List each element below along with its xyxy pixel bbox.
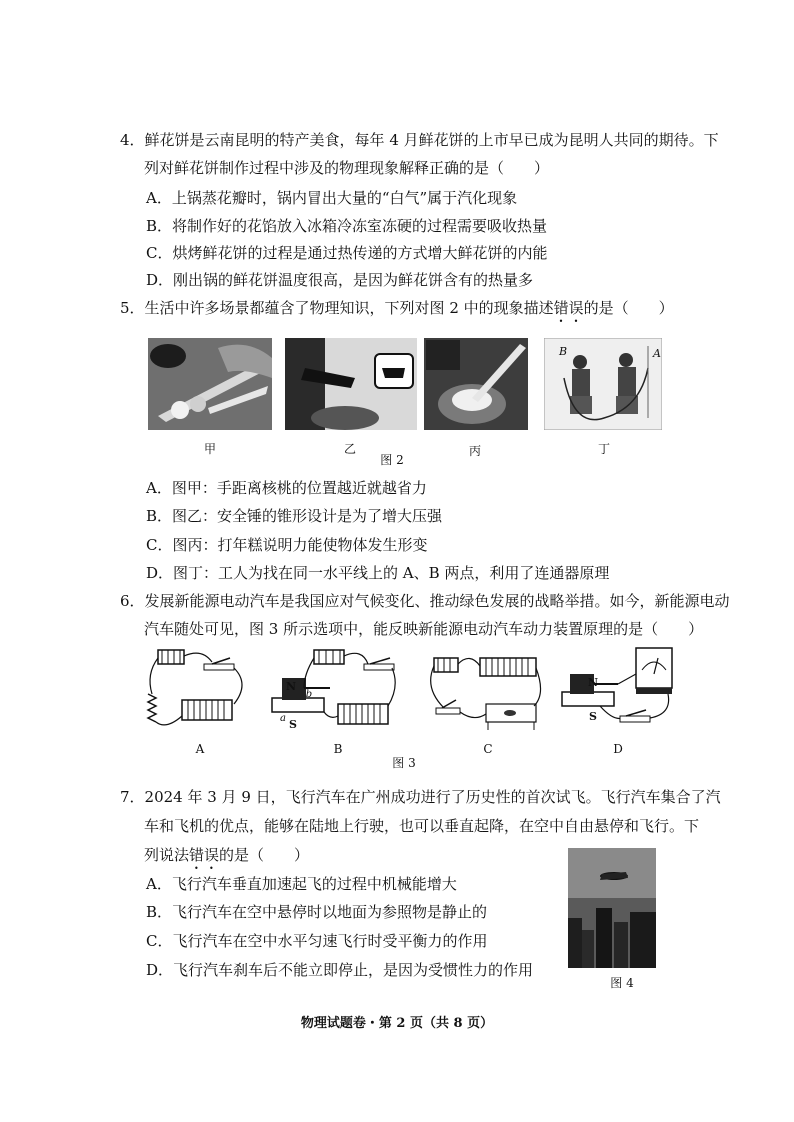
q7-option-b: B．飞行汽车在空中悬停时以地面为参照物是静止的 — [146, 903, 488, 921]
figure2-label-yi: 乙 — [343, 442, 356, 456]
q5-option-b: B．图乙：安全锤的锥形设计是为了增大压强 — [146, 507, 443, 525]
figure2-photo-bing — [424, 338, 528, 430]
figure3-d-magnet-s: S — [589, 710, 597, 723]
q7-stem-pre: 列说法 — [144, 846, 190, 864]
q7-stem-line3 — [144, 845, 309, 873]
figure3-b-wire-a: a — [280, 713, 286, 724]
q7-option-a: A．飞行汽车垂直加速起飞的过程中机械能增大 — [146, 875, 457, 893]
q5-option-d: D．图丁：工人为找在同一水平线上的 A、B 两点，利用了连通器原理 — [146, 564, 610, 582]
figure3-label-c: C — [483, 742, 493, 756]
q4-option-c: C．烘烤鲜花饼的过程是通过热传递的方式增大鲜花饼的内能 — [146, 244, 548, 262]
figure3-circuit-a — [142, 644, 254, 734]
figure3-label-a: A — [195, 742, 205, 756]
figure4-photo — [568, 848, 656, 968]
figure3-caption: 图 3 — [392, 756, 416, 770]
q4-option-b: B．将制作好的花馅放入冰箱冷冻室冻硬的过程需要吸收热量 — [146, 217, 548, 235]
figure3-label-d: D — [613, 742, 623, 756]
figure3-d-magnet-n: N — [587, 676, 599, 689]
figure4-caption: 图 4 — [610, 976, 634, 990]
q7-option-d: D．飞行汽车刹车后不能立即停止，是因为受惯性力的作用 — [146, 961, 534, 979]
q7-stem-emphasis: 错误 — [189, 846, 220, 864]
q5-stem-pre: 5．生活中许多场景都蕴含了物理知识，下列对图 2 中的现象描述 — [120, 299, 554, 317]
figure2-label-jia: 甲 — [203, 442, 216, 456]
figure3-label-b: B — [333, 742, 343, 756]
photo-letter-b: B — [558, 345, 568, 358]
figure2-label-ding: 丁 — [597, 442, 610, 456]
q5-stem — [120, 298, 674, 326]
q6-stem-line2: 汽车随处可见，图 3 所示选项中，能反映新能源电动汽车动力装置原理的是（ ） — [144, 620, 704, 638]
figure3-b-magnet-s: S — [289, 718, 297, 731]
q5-option-a: A．图甲：手距离核桃的位置越近就越省力 — [146, 479, 427, 497]
figure2-photo-jia — [148, 338, 272, 430]
q4-stem-line1: 4．鲜花饼是云南昆明的特产美食，每年 4 月鲜花饼的上市早已成为昆明人共同的期待。下 — [120, 131, 719, 149]
page-footer: 物理试题卷・第 2 页（共 8 页） — [300, 1016, 494, 1031]
photo-letter-a: A — [653, 347, 661, 360]
flying-car-photo-graphic — [568, 848, 656, 968]
q7-option-c: C．飞行汽车在空中水平匀速飞行时受平衡力的作用 — [146, 932, 488, 950]
q7-stem-line1: 7．2024 年 3 月 9 日，飞行汽车在广州成功进行了历史性的首次试飞。飞行汽车集合了汽 — [120, 788, 721, 806]
figure3-b-wire-b: b — [305, 689, 313, 700]
q5-stem-emphasis: 错误 — [553, 299, 584, 317]
safety-hammer-photo-graphic — [285, 338, 417, 430]
q7-stem-post: 的是（ ） — [219, 846, 310, 864]
q4-option-a: A．上锅蒸花瓣时，锅内冒出大量的“白气”属于汽化现象 — [146, 189, 518, 207]
figure3-circuit-c — [424, 644, 546, 734]
q6-stem-line1: 6．发展新能源电动汽车是我国应对气候变化、推动绿色发展的战略举措。如今，新能源电动 — [120, 592, 730, 610]
electromagnet-circuit-graphic — [142, 644, 254, 734]
q4-option-d: D．刚出锅的鲜花饼温度很高，是因为鲜花饼含有的热量多 — [146, 271, 534, 289]
figure2-photo-yi — [285, 338, 417, 430]
generator-galvanometer-graphic — [556, 644, 678, 734]
q7-stem-line2: 车和飞机的优点，能够在陆地上行驶，也可以垂直起降，在空中自由悬停和飞行。下 — [144, 817, 700, 835]
rice-cake-pounding-photo-graphic — [424, 338, 528, 430]
solenoid-rails-circuit-graphic — [424, 644, 546, 734]
figure2-label-bing: 丙 — [468, 444, 481, 458]
figure2-caption: 图 2 — [380, 453, 404, 467]
q5-stem-post: 的是（ ） — [583, 299, 674, 317]
q4-stem-line2: 列对鲜花饼制作过程中涉及的物理现象解释正确的是（ ） — [144, 159, 550, 177]
nutcracker-photo-graphic — [148, 338, 272, 430]
figure3-circuit-d — [556, 644, 678, 734]
q5-option-c: C．图丙：打年糕说明力能使物体发生形变 — [146, 536, 428, 554]
figure3-b-magnet-n: N — [285, 680, 297, 693]
